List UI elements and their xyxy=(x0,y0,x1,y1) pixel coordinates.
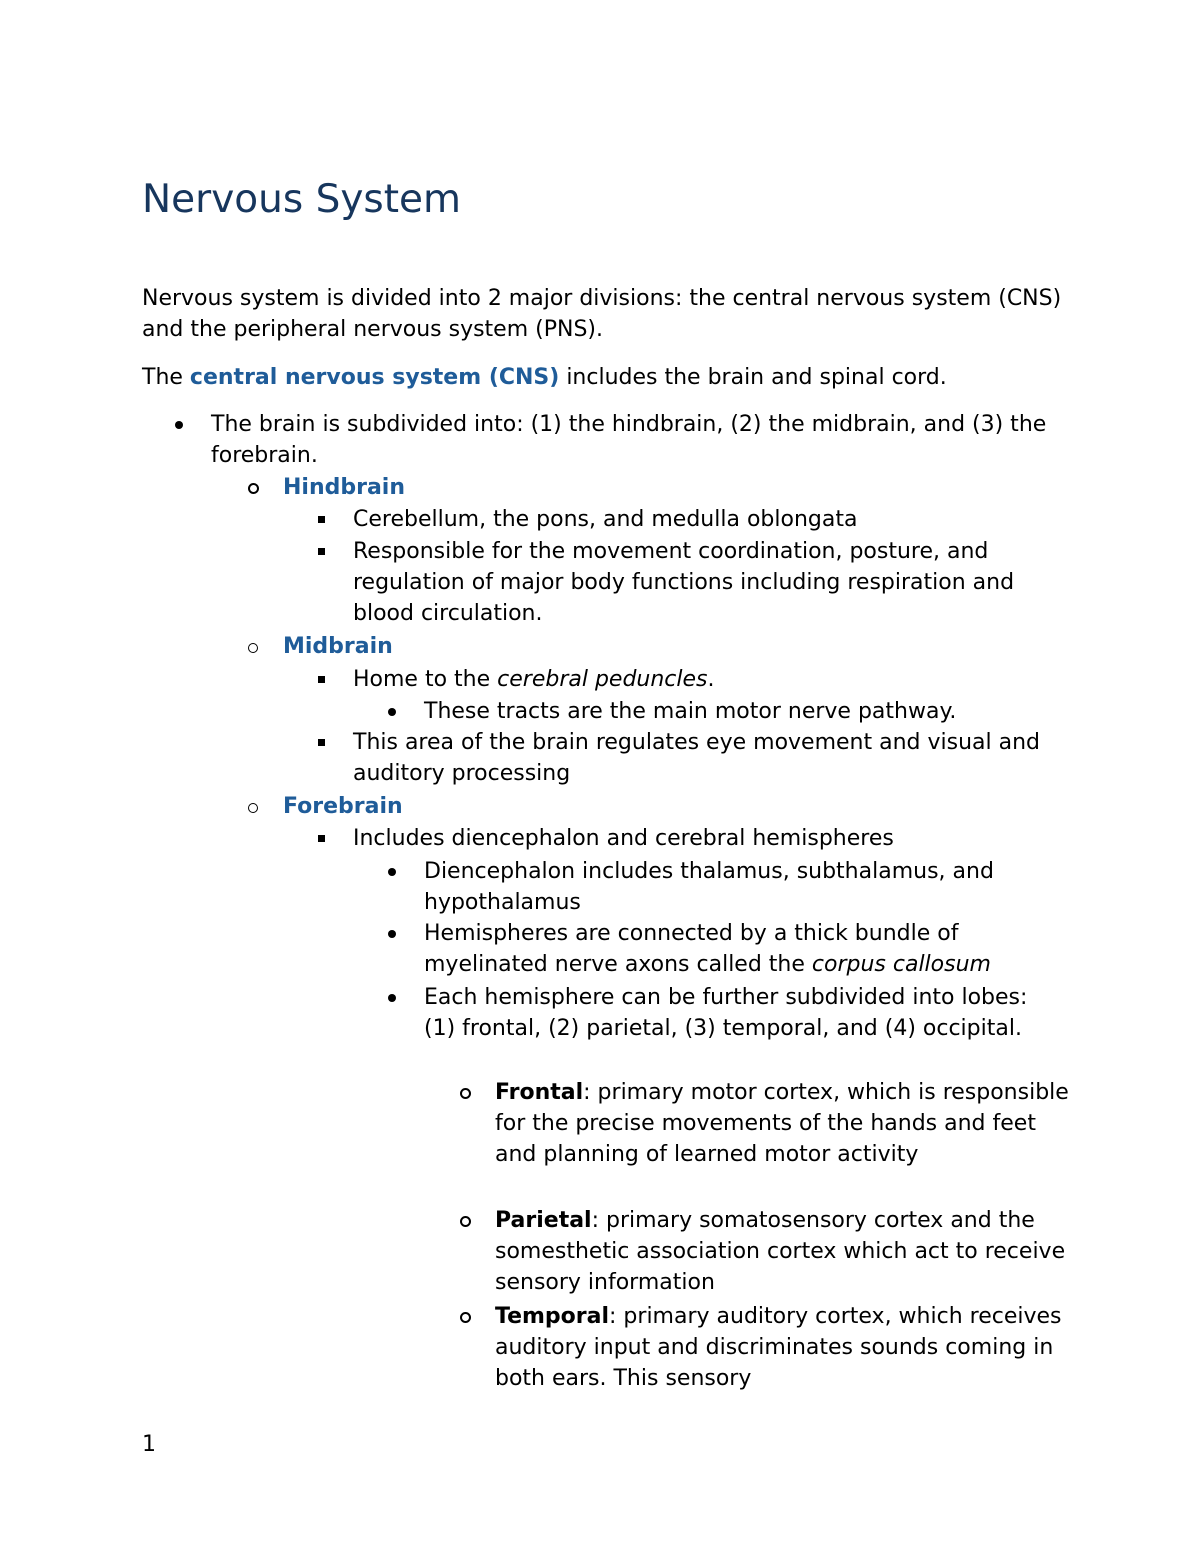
lobe-temporal xyxy=(495,1301,1070,1394)
midbrain-home xyxy=(353,664,1038,695)
forebrain-includes: Includes diencephalon and cerebral hemispheres xyxy=(353,826,894,851)
brain-text: The brain is subdivided into: (1) the hindbrain, (2) the midbrain, and (3) the forebrain. xyxy=(211,412,1047,468)
bullet-square-icon xyxy=(318,676,325,683)
lobe-desc: : primary auditory cortex, which receives auditory input and discriminates sounds coming in both ears. This sensory xyxy=(495,1304,1062,1391)
bullet-circle-icon xyxy=(248,803,258,813)
list-item-midbrain-tracts xyxy=(388,696,1048,727)
page-number: 1 xyxy=(142,1432,156,1457)
midbrain-tracts: These tracts are the main motor nerve pathway. xyxy=(424,699,957,724)
list-item-brain xyxy=(175,409,1055,471)
cns-highlight: central nervous system (CNS) xyxy=(189,365,560,390)
forebrain-diencephalon: Diencephalon includes thalamus, subthalamus, and hypothalamus xyxy=(424,859,994,915)
list-item-hindbrain-2 xyxy=(318,536,1038,629)
bullet-dot-icon xyxy=(175,421,183,429)
lobe-name: Parietal xyxy=(495,1208,592,1233)
hemis-em: corpus callosum xyxy=(811,952,991,977)
lobe-desc: : primary motor cortex, which is responsible for the precise movements of the hands and feet and planning of learned motor activity xyxy=(495,1080,1069,1167)
bullet-circle-icon xyxy=(460,1216,471,1227)
lobe-desc: : primary somatosensory cortex and the somesthetic association cortex which act to receive sensory information xyxy=(495,1208,1066,1295)
midbrain-area: This area of the brain regulates eye movement and visual and auditory processing xyxy=(353,730,1041,786)
list-item-midbrain-area xyxy=(318,727,1048,789)
intro-paragraph: Nervous system is divided into 2 major divisions: the central nervous system (CNS) and the peripheral nervous system (PNS). xyxy=(142,286,1062,342)
list-item-midbrain xyxy=(248,631,1048,662)
forebrain-heading: Forebrain xyxy=(283,794,403,819)
forebrain-each: Each hemisphere can be further subdivided into lobes: (1) frontal, (2) parietal, (3) temporal, and (4) occipital. xyxy=(424,985,1028,1041)
list-item-lobe-parietal xyxy=(460,1205,1070,1298)
cns-pre: The xyxy=(142,365,190,390)
list-item-hemispheres xyxy=(388,918,1048,980)
hindbrain-item-2: Responsible for the movement coordination, posture, and regulation of major body functions including respiration and blood circulation. xyxy=(353,539,1015,626)
lobe-name: Temporal xyxy=(495,1304,610,1329)
lobe-parietal xyxy=(495,1205,1070,1298)
bullet-circle-icon xyxy=(248,483,259,494)
bullet-square-icon xyxy=(318,548,325,555)
midbrain-heading: Midbrain xyxy=(283,634,393,659)
cns-paragraph xyxy=(142,362,1072,393)
home-post: . xyxy=(707,667,715,692)
bullet-square-icon xyxy=(318,835,325,842)
bullet-dot-icon xyxy=(388,994,396,1002)
bullet-circle-icon xyxy=(248,643,258,653)
bullet-square-icon xyxy=(318,739,325,746)
list-item-lobe-temporal xyxy=(460,1301,1070,1394)
list-item-lobe-frontal xyxy=(460,1077,1070,1170)
list-item-hindbrain-1 xyxy=(318,504,1038,535)
cns-post: includes the brain and spinal cord. xyxy=(559,365,947,390)
home-em: cerebral peduncles xyxy=(497,667,708,692)
lobe-frontal xyxy=(495,1077,1070,1170)
hemis-pre: Hemispheres are connected by a thick bundle of myelinated nerve axons called the xyxy=(424,921,959,977)
list-item-midbrain-home xyxy=(318,664,1038,695)
bullet-circle-icon xyxy=(460,1312,471,1323)
bullet-square-icon xyxy=(318,516,325,523)
page-title: Nervous System xyxy=(142,177,462,222)
list-item-forebrain-includes xyxy=(318,823,1038,854)
list-item-diencephalon xyxy=(388,856,1048,918)
bullet-dot-icon xyxy=(388,868,396,876)
list-item-forebrain xyxy=(248,791,1048,822)
hindbrain-heading: Hindbrain xyxy=(283,475,406,500)
list-item-hindbrain xyxy=(248,472,1048,503)
lobe-name: Frontal xyxy=(495,1080,584,1105)
list-item-each-hemisphere xyxy=(388,982,1048,1044)
bullet-circle-icon xyxy=(460,1088,471,1099)
hindbrain-item-1: Cerebellum, the pons, and medulla oblongata xyxy=(353,507,858,532)
bullet-dot-icon xyxy=(388,930,396,938)
forebrain-hemispheres xyxy=(424,918,1048,980)
bullet-dot-icon xyxy=(388,708,396,716)
home-pre: Home to the xyxy=(353,667,498,692)
